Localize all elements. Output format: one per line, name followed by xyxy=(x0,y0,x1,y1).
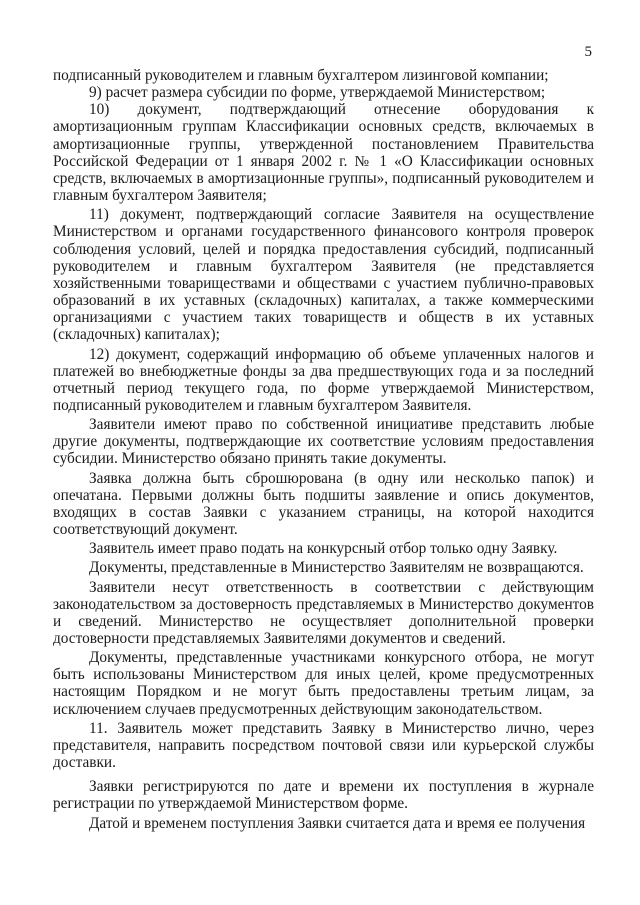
paragraph-responsibility: Заявители несут ответственность в соответствии с действующим законодательством за достоверность представляемых в Министерство документов и сведений. Министерство не осуществляет дополнительной проверки достоверности представляемых Заявителями документов и сведений. xyxy=(53,578,594,647)
paragraph-item-9: 9) расчет размера субсидии по форме, утверждаемой Министерством; xyxy=(89,84,546,102)
paragraph-document-use: Документы, представленные участниками конкурсного отбора, не могут быть использованы Министерством для иных целей, кроме предусмотренных настоящим Порядком и не могут быть предоставлены третьим лицам, за исключением случаев предусмотренных действующим законодательством. xyxy=(53,649,594,718)
paragraph-receipt-date: Датой и временем поступления Заявки считается дата и время ее получения xyxy=(89,814,586,832)
paragraph-item-11-submission: 11. Заявитель может представить Заявку в Министерство лично, через представителя, направить посредством почтовой связи или курьерской службы доставки. xyxy=(53,719,594,772)
paragraph-item-10: 10) документ, подтверждающий отнесение оборудования к амортизационным группам Классификации основных средств, включаемых в амортизационные группы, утвержденной постановлением Правительства Российской Федерации от 1 января 2002 г. № 1 «О Классификации основных средств, включаемых в амортизационные группы», подписанный руководителем и главным бухгалтером Заявителя; xyxy=(53,101,594,205)
page-number: 5 xyxy=(584,44,592,60)
paragraph-leasing-signature: подписанный руководителем и главным бухгалтером лизинговой компании; xyxy=(53,67,549,84)
paragraph-item-12: 12) документ, содержащий информацию об объеме уплаченных налогов и платежей во внебюджетные фонды за два предшествующих года и за последний отчетный период текущего года, по форме утверждаемой Министерством, подписанный руководителем и главным бухгалтером Заявителя. xyxy=(53,345,594,414)
paragraph-registration: Заявки регистрируются по дате и времени их поступления в журнале регистрации по утверждаемой Министерством форме. xyxy=(53,778,594,813)
paragraph-no-return: Документы, представленные в Министерство Заявителям не возвращаются. xyxy=(89,559,584,577)
paragraph-item-11: 11) документ, подтверждающий согласие Заявителя на осуществление Министерством и органами государственного финансового контроля проверок соблюдения условий, целей и порядка предоставления субсидий, подписанный руководителем и главным бухгалтером Заявителя (не представляется хозяйственными товариществами и обществами с участием публично-правовых образований в их уставных (складочных) капиталах, а также коммерческими организациями с участием таких товариществ и обществ в их уставных (складочных) капиталах); xyxy=(53,206,594,344)
paragraph-one-application: Заявитель имеет право подать на конкурсный отбор только одну Заявку. xyxy=(89,540,558,558)
document-body xyxy=(53,67,594,832)
paragraph-other-documents: Заявители имеют право по собственной инициативе представить любые другие документы, подтверждающие их соответствие условиям предоставления субсидии. Министерство обязано принять такие документы. xyxy=(53,416,594,468)
paragraph-binding-requirements: Заявка должна быть сброшюрована (в одну или несколько папок) и опечатана. Первыми должны быть подшиты заявление и опись документов, входящих в состав Заявки с указанием страницы, на которой находится соответствующий документ. xyxy=(53,469,594,539)
